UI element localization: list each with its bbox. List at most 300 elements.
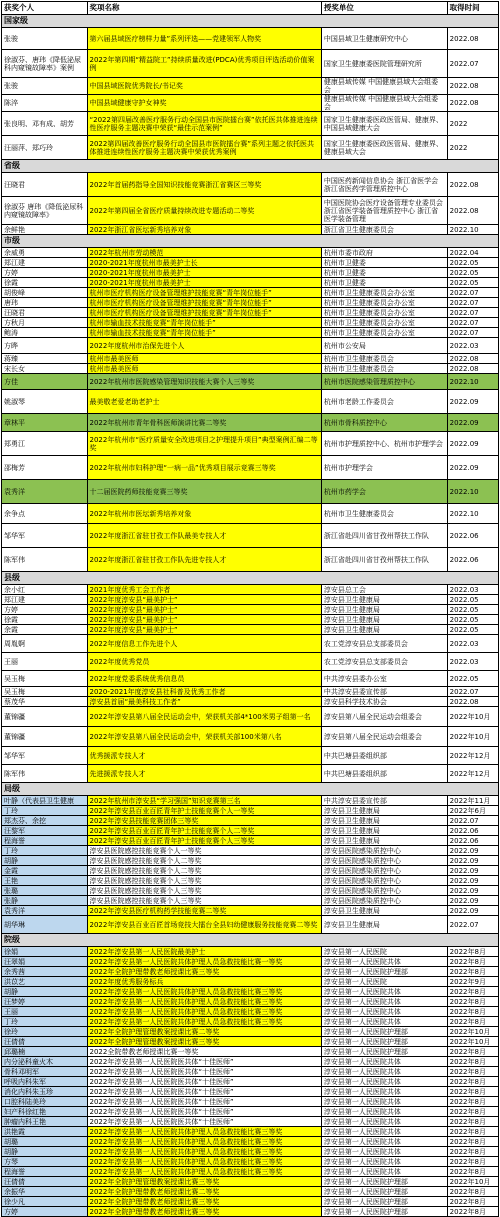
table-row [2,1197,499,1207]
org-cell: 健康县域传媒 中国健康县域大会组委会 [321,78,447,95]
person-cell: 金霞 [2,866,88,876]
table-row [2,876,499,886]
section-title: 市级 [2,235,499,248]
person-cell: 余小红 [2,585,88,595]
org-cell: 杭州市卫生健康委员会办公室 [321,308,447,318]
person-cell: 胡璐 [2,1137,88,1147]
award-cell: 中国县域医院优秀院长/书记奖 [87,78,321,95]
award-cell: 2022年淳安县第一人民医院共体护理人员急救技能比赛三等奖 [87,1007,321,1017]
table-row [2,765,499,783]
person-cell: 袁秀洋 [2,906,88,916]
table-row [2,687,499,697]
table-row [2,1207,499,1217]
table-row [2,1027,499,1037]
award-cell: 2022全院带教老师授课比赛一等奖 [87,1047,321,1057]
table-row [2,916,499,934]
table-row [2,1077,499,1087]
person-cell: 丁玲 [2,806,88,816]
date-cell: 2022.03 [447,585,498,595]
award-cell: 2022年淳安县第一人民医院共体护理人员急救技能比赛三等奖 [87,1157,321,1167]
table-row [2,524,499,548]
table-row [2,112,499,136]
person-cell: 袁秀洋 [2,480,88,504]
header-org: 授奖单位 [321,2,447,15]
award-cell: 2022年度优秀服务标兵 [87,977,321,987]
date-cell: 2022 [447,136,498,160]
date-cell: 2022年8月 [447,1207,498,1217]
person-cell: 胡静 [2,1147,88,1157]
date-cell: 2022年8月 [447,947,498,957]
table-row [2,1047,499,1057]
table-row [2,977,499,987]
org-cell: 淳安县卫生健康局 [321,625,447,635]
person-cell: 董锦疆 [2,707,88,727]
table-row [2,727,499,747]
table-row [2,997,499,1007]
person-cell: 蔡茂华 [2,697,88,707]
award-cell: 2022年淳安县第一人民医院医共体“十佳医师” [87,1057,321,1067]
section-title: 院级 [2,934,499,947]
table-row [2,456,499,480]
award-cell: 2022年淳安县第一人民医院共体护理人员急救技能比赛三等奖 [87,987,321,997]
award-cell: 2022年度杭州市治保先进个人 [87,338,321,354]
date-cell: 2022.06 [447,826,498,836]
org-cell: 中共淳安县委办公室 [321,671,447,687]
org-cell: 淳安县医院感染质控中心 [321,846,447,856]
table-row [2,1137,499,1147]
date-cell: 2022年8月 [447,1087,498,1097]
section-row [2,572,499,585]
person-cell: 陈军伟 [2,548,88,572]
person-cell: 余霞 [2,625,88,635]
org-cell: 淳安县第一人民医院护理部 [321,967,447,977]
table-row [2,947,499,957]
award-cell: 2022年淳安县第一人民医院共体护理人员急救技能比赛三等奖 [87,1137,321,1147]
org-cell: 淳安县医院感染质控中心 [321,896,447,906]
org-cell: 杭州市卫健委 [321,268,447,278]
date-cell: 2022年8月 [447,997,498,1007]
person-cell: 口腔科陆美玲 [2,1097,88,1107]
date-cell: 2022.08 [447,78,498,95]
award-cell: 淳安县医院感控技能竞赛个人三等奖 [87,886,321,896]
org-cell: 杭州市卫生健康委员会 [321,504,447,524]
date-cell: 2022.09 [447,896,498,906]
date-cell: 2022年8月 [447,1117,498,1127]
award-cell: 2022年淳安县第一人民医院医共体“十佳医师” [87,1067,321,1077]
date-cell: 2022.05 [447,268,498,278]
person-cell: 张良明、邓有成、胡芳 [2,112,88,136]
award-cell: 2020-2021年度杭州市最美护士 [87,268,321,278]
person-cell: 吴玉梅 [2,687,88,697]
award-cell: 淳安县医院感控技能竞赛个人二等奖 [87,866,321,876]
table-row [2,258,499,268]
org-cell: 淳安县医院感染质控中心 [321,856,447,866]
person-cell: 邹华军 [2,524,88,548]
date-cell: 2022.06 [447,836,498,846]
org-cell: 杭州市老龄工作委员会 [321,390,447,414]
person-cell: 汪倩倩 [2,1037,88,1047]
org-cell: 淳安县第八届全民运动会组委会 [321,727,447,747]
header-date: 取得时间 [447,2,498,15]
section-row [2,15,499,28]
date-cell: 2022年8月 [447,1127,498,1137]
person-cell: 徐霞 [2,615,88,625]
table-row [2,1067,499,1077]
person-cell: 郑勇江 [2,432,88,456]
person-cell: 汪晓君 [2,173,88,197]
date-cell: 2022.07 [447,916,498,934]
org-cell: 淳安县第一人民医院共体 [321,1087,447,1097]
person-cell: 徐娟 [2,947,88,957]
org-cell: 淳安县卫生健康局 [321,826,447,836]
table-row [2,414,499,432]
award-cell: 淳安县医院感控技能竞赛个人二等奖 [87,856,321,866]
org-cell: 中共淳安县委宣传部 [321,687,447,697]
org-cell: 健康县域传媒 中国健康县域大会组委会 [321,95,447,112]
table-row [2,967,499,977]
date-cell: 2022年8月 [447,1167,498,1177]
org-cell: 国家卫生健康委医政医管局、健康界、健康县域大会 [321,136,447,160]
org-cell: 杭州市卫生健康委员会办公室 [321,288,447,298]
org-cell: 杭州市卫生健康委员会 [321,364,447,374]
person-cell: 方佳 [2,374,88,390]
table-row [2,1157,499,1167]
section-row [2,783,499,796]
date-cell: 2022.06 [447,548,498,572]
award-cell: 2022年淳安县技能竞赛团体三等奖 [87,816,321,826]
person-cell: 汪晓君 [2,308,88,318]
date-cell: 2022.09 [447,886,498,896]
date-cell: 2022.09 [447,876,498,886]
org-cell: 国家卫生健康委医政医管局、健康界、中国县域健康大会 [321,112,447,136]
award-cell: 杭州市医疗机构医疗设备管理维护技能竞赛“青年岗位能手” [87,288,321,298]
section-row [2,160,499,173]
date-cell: 2022.05 [447,671,498,687]
org-cell: 淳安县总工会 [321,585,447,595]
person-cell: 郑江建 [2,258,88,268]
org-cell: 中国县域卫生健康研究中心 [321,28,447,50]
date-cell: 2022年12月 [447,747,498,765]
table-row [2,1017,499,1027]
table-row [2,318,499,328]
award-cell: 2022年度淳安县“最美护士” [87,605,321,615]
org-cell: 淳安县第一人民医院护理部 [321,1207,447,1217]
date-cell: 2022.05 [447,595,498,605]
org-cell: 浙江省卫生健康委员会 [321,225,447,235]
table-row [2,1037,499,1047]
person-cell: 汪黎军 [2,826,88,836]
table-row [2,707,499,727]
org-cell: 淳安县卫生健康局 [321,615,447,625]
person-cell: 徐少凡 [2,1197,88,1207]
table-row [2,1117,499,1127]
org-cell: 淳安县第一人民医院 [321,947,447,957]
date-cell: 2022.03 [447,653,498,671]
person-cell: 唐玮 [2,298,88,308]
date-cell: 2022.09 [447,432,498,456]
person-cell: 余振华 [2,1187,88,1197]
person-cell: 蒋臻 [2,354,88,364]
award-cell: 最美敬老爱老助老护士 [87,390,321,414]
org-cell: 淳安县卫生健康局 [321,916,447,934]
person-cell: 徐霞 [2,278,88,288]
org-cell: 淳安县第一人民医院 [321,977,447,987]
date-cell: 2022.07 [447,298,498,308]
date-cell: 2022年10月 [447,1037,498,1047]
award-cell: 杭州市输血技术技能竞赛“青年岗位能手” [87,318,321,328]
award-cell: 2022年全院护理带教老师授课比赛二等奖 [87,1187,321,1197]
award-cell: 2022年淳安县百业百匠青年护士技能竞赛个人二等奖 [87,826,321,836]
table-row [2,1147,499,1157]
date-cell: 2022.05 [447,615,498,625]
date-cell: 2022年8月 [447,1067,498,1077]
award-cell: 2022年杭州市青年骨科医师演讲比赛二等奖 [87,414,321,432]
award-cell: 2022年杭州市医院感染管理知识技能大赛个人三等奖 [87,374,321,390]
person-cell: 胡静 [2,856,88,866]
person-cell: 洪苡艺 [2,977,88,987]
date-cell: 2022年8月 [447,1187,498,1197]
org-cell: 淳安县卫生健康局 [321,816,447,826]
person-cell: 方婷 [2,268,88,278]
table-row [2,653,499,671]
org-cell: 农工党淳安县总支部委员会 [321,653,447,671]
award-cell: 2022年淳安县第一人民医院医共体“十佳医师” [87,1097,321,1107]
award-cell: 2022年度淳安县“最美护士” [87,625,321,635]
date-cell: 2022.04 [447,248,498,258]
award-cell: 十二届医院药师技能竞赛三等奖 [87,480,321,504]
award-cell: 2022年度淳安县“最美护士” [87,595,321,605]
table-row [2,268,499,278]
date-cell: 2022年10月 [447,1177,498,1187]
person-cell: 汪梦婷 [2,997,88,1007]
org-cell: 淳安县第一人民医院共体 [321,1117,447,1127]
org-cell: 杭州市护理质控中心、杭州市护理学会 [321,432,447,456]
org-cell: 杭州市卫生健康委员会办公室 [321,298,447,308]
award-cell: 2022年全院护理管理教案授课比赛三等奖 [87,1037,321,1047]
table-row [2,1097,499,1107]
table-row [2,747,499,765]
award-cell: 淳安县首届“最美科技工作者” [87,697,321,707]
date-cell: 2022.08 [447,354,498,364]
person-cell: 宋长女 [2,364,88,374]
table-row [2,374,499,390]
org-cell: 中共巴塘县委组织部 [321,765,447,783]
table-row [2,480,499,504]
person-cell: 邵梅芳 [2,456,88,480]
table-row [2,78,499,95]
org-cell: 淳安县第一人民医院共体 [321,1067,447,1077]
date-cell: 2022.07 [447,687,498,697]
table-row [2,390,499,414]
person-cell: 胡静 [2,987,88,997]
date-cell: 2022.07 [447,318,498,328]
date-cell: 2022年8月 [447,957,498,967]
table-row [2,364,499,374]
person-cell: 叶静（代表县卫生健康 [2,796,88,806]
org-cell: 淳安县第一人民医院共体 [321,1167,447,1177]
header-row [2,2,499,15]
person-cell: 骨科邓明军 [2,1067,88,1077]
org-cell: 淳安县第八届全民运动会组委会 [321,707,447,727]
award-cell: 2022年淳安县第八届全民运动会中，荣获机关部4*100米男子组第一名 [87,707,321,727]
person-cell: 徐玲 [2,1027,88,1037]
award-cell: 2022年第四届全省医疗质量持续改进专题活动二等奖 [87,197,321,225]
org-cell: 淳安县第一人民医院护理部 [321,1027,447,1037]
table-row [2,1007,499,1017]
table-row [2,635,499,653]
date-cell: 2022.05 [447,605,498,615]
date-cell: 2022.10 [447,480,498,504]
header-award: 奖项名称 [87,2,321,15]
award-cell: 杭州市最美医师 [87,364,321,374]
person-cell: 张骏 [2,78,88,95]
date-cell: 2022.08 [447,95,498,112]
person-cell: 丁玲 [2,846,88,856]
org-cell: 淳安县第一人民医院护理部 [321,1197,447,1207]
date-cell: 2022.07 [447,288,498,298]
date-cell: 2022.08 [447,173,498,197]
org-cell: 淳安县第一人民医院共体 [321,957,447,967]
date-cell: 2022年9月 [447,977,498,987]
award-cell: 2022年全院护理带教老师授课比赛三等奖 [87,1197,321,1207]
date-cell: 2022年8月 [447,1097,498,1107]
org-cell: 淳安县卫生健康局 [321,595,447,605]
table-row [2,826,499,836]
award-cell: 2022年淳安县医疗机构药学技能竞赛二等奖 [87,906,321,916]
date-cell: 2022年8月 [447,1057,498,1067]
awards-table [1,1,499,1217]
table-row [2,595,499,605]
org-cell: 淳安县第一人民医院共体 [321,1107,447,1117]
person-cell: 郑杰芬、余挖 [2,816,88,826]
org-cell: 浙江省赴四川省甘孜州帮扶工作队 [321,548,447,572]
person-cell: 张骏 [2,28,88,50]
award-cell: 2021年度优秀工会工作者 [87,585,321,595]
award-cell: 2022年淳安县第一人民医院共体护理人员急救技能比赛三等奖 [87,1017,321,1027]
table-row [2,248,499,258]
table-row [2,308,499,318]
person-cell: 内分泌科童火木 [2,1057,88,1067]
org-cell: 中国医院协会医疗设备管理专业委员会 浙江省医学装备管理质控中心 浙江省医学装备管理 [321,197,447,225]
person-cell: 邱璐楠 [2,1047,88,1057]
date-cell: 2022.09 [447,456,498,480]
date-cell: 2022.09 [447,390,498,414]
date-cell: 2022.09 [447,414,498,432]
org-cell: 淳安县卫生健康局 [321,806,447,816]
section-title: 国家级 [2,15,499,28]
org-cell: 中国医药新闻信息协会 浙江省医学会 浙江省医药学管理质控中心 [321,173,447,197]
award-cell: 淳安县医院感控技能竞赛个人一等奖 [87,846,321,856]
table-row [2,328,499,338]
date-cell: 2022年8月 [447,967,498,977]
org-cell: 中共淳安县委宣传部 [321,796,447,806]
table-row [2,225,499,235]
table-row [2,615,499,625]
award-cell: 2022年淳安县第一人民医院医共体“十佳医师” [87,1077,321,1087]
award-cell: 第六届县域医疗榜样力量”系列评选——党建领军人物奖 [87,28,321,50]
person-cell: 方婷 [2,605,88,615]
date-cell: 2022年8月 [447,1007,498,1017]
table-row [2,548,499,572]
table-row [2,95,499,112]
award-cell: 2022年全院护理带教老师授课比赛三等奖 [87,967,321,977]
person-cell: 呼吸内科朱军 [2,1077,88,1087]
person-cell: 程海誉 [2,1167,88,1177]
table-row [2,1127,499,1137]
person-cell: 方婷 [2,1207,88,1217]
date-cell: 2022.07 [447,816,498,826]
table-row [2,278,499,288]
person-cell: 鲍涛 [2,328,88,338]
header-person: 获奖个人 [2,2,88,15]
person-cell: 周胤婀 [2,635,88,653]
table-row [2,585,499,595]
date-cell: 2022.05 [447,258,498,268]
org-cell: 淳安县卫生健康局 [321,906,447,916]
table-row [2,856,499,866]
date-cell: 2022.08 [447,197,498,225]
award-cell: 2022年淳安县第一人民医院医共体“十佳医师” [87,1087,321,1097]
org-cell: 淳安县第一人民医院护理部 [321,1047,447,1057]
person-cell: 洪艳霞 [2,1127,88,1137]
award-cell: 淳安县医院感控技能竞赛个人三等奖 [87,896,321,906]
table-row [2,50,499,78]
award-cell: 中国县域健康守护女神奖 [87,95,321,112]
award-cell: 2022年淳安县第一人民医院共体护理人员急救技能比赛三等奖 [87,1147,321,1157]
date-cell: 2022.06 [447,524,498,548]
date-cell: 2022年8月 [447,1197,498,1207]
org-cell: 杭州市委市政府 [321,248,447,258]
org-cell: 淳安县卫生健康局 [321,605,447,615]
award-cell: 2022年度浙江省驻甘孜工作队最美专技人才 [87,524,321,548]
award-cell: 2022年杭州市淳安县“学习强国”知识竞赛第三名 [87,796,321,806]
org-cell: 杭州市卫健委 [321,258,447,268]
org-cell: 淳安县第一人民医院共体 [321,1137,447,1147]
table-row [2,432,499,456]
table-row [2,1087,499,1097]
person-cell: 张璐 [2,886,88,896]
table-row [2,1177,499,1187]
person-cell: 徐淑芬、唐玮《降低泌尿科内窥镜故障率》案例 [2,50,88,78]
org-cell: 淳安县卫生健康局 [321,836,447,846]
award-cell: 2022年杭州市“医疗质量安全改进项目之护理提升项目”典型案例汇编二等奖 [87,432,321,456]
date-cell: 2022年8月 [447,1017,498,1027]
date-cell: 2022年11月 [447,796,498,806]
table-row [2,298,499,308]
award-cell: 2022年杭州市医坛新秀培养对象 [87,504,321,524]
person-cell: 陈淬 [2,95,88,112]
person-cell: 余鲜艳 [2,225,88,235]
section-row [2,934,499,947]
person-cell: 王丽 [2,1007,88,1017]
date-cell: 2022.07 [447,50,498,78]
person-cell: 汪倩倩 [2,1177,88,1187]
org-cell: 浙江省赴四川省甘孜州帮扶工作队 [321,524,447,548]
date-cell: 2022年8月 [447,1157,498,1167]
table-row [2,197,499,225]
award-cell: 2022年第四期“精益院工”持续质量改进(PDCA)优秀项目评选活动价值案例 [87,50,321,78]
awards-body [2,15,499,1217]
award-cell: 2020-2021年度杭州市最美护士 [87,278,321,288]
award-cell: 2022年度优秀党员 [87,653,321,671]
org-cell: 杭州市卫生健康委员会 [321,354,447,364]
org-cell: 淳安县医院感染质控中心 [321,886,447,896]
date-cell: 2022年8月 [447,1047,498,1057]
award-cell: 2022年度浙江省驻甘孜工作队先进专技人才 [87,548,321,572]
date-cell: 2022.08 [447,28,498,50]
date-cell: 2022 [447,112,498,136]
award-cell: 先进援派专技人才 [87,765,321,783]
